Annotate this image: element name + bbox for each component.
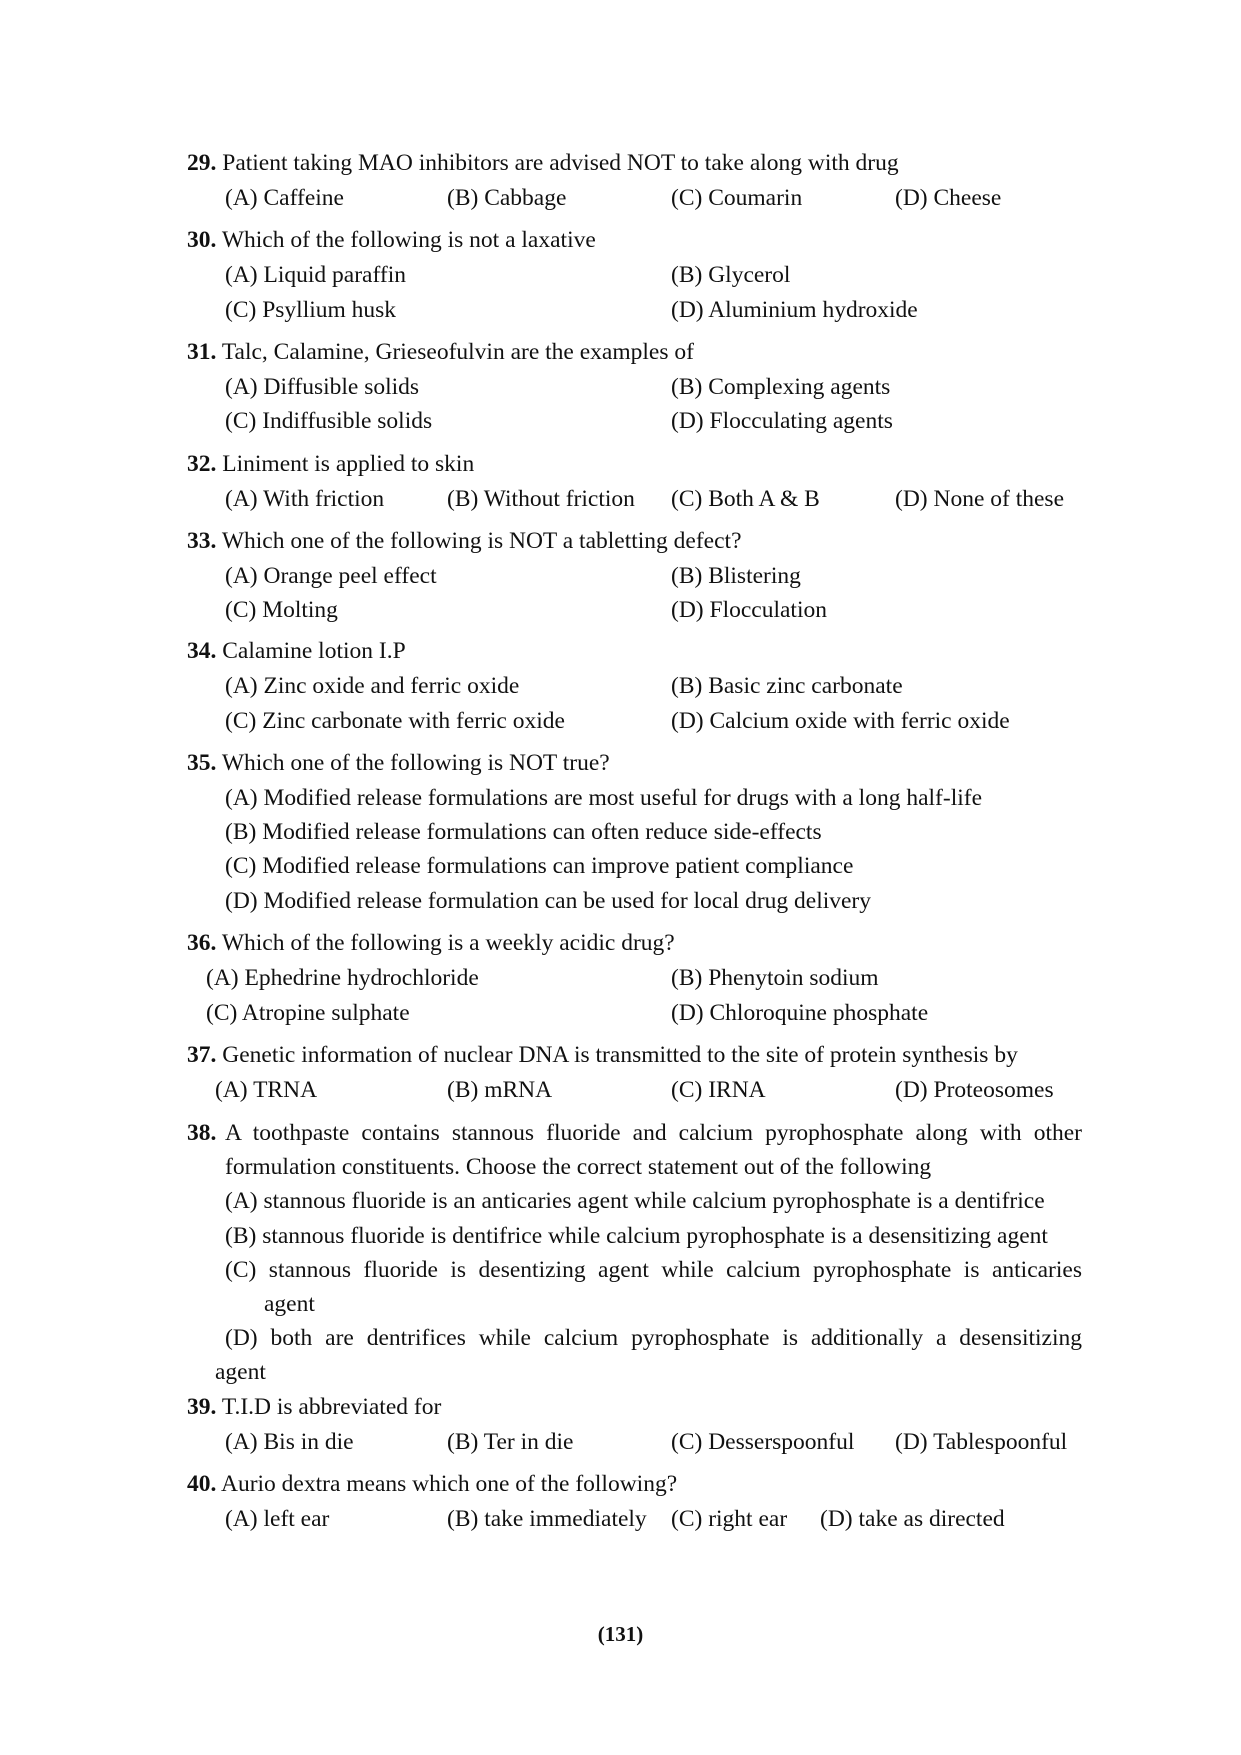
- question-number: 30.: [187, 227, 217, 253]
- option-b: (B) stannous fluoride is dentifrice while calcium pyrophosphate is a desensitizing agent: [225, 1223, 1048, 1249]
- option-c: (C) Molting: [225, 597, 338, 623]
- question-39: [187, 1392, 441, 1422]
- option-a: (A) Zinc oxide and ferric oxide: [225, 673, 520, 699]
- question-text: Which of the following is a weekly acidic drug?: [221, 930, 675, 956]
- question-text: Which one of the following is NOT true?: [221, 750, 610, 776]
- option-b: (B) Blistering: [671, 563, 801, 589]
- option-b: (B) Ter in die: [447, 1429, 574, 1455]
- option-c-continuation: agent: [264, 1291, 315, 1317]
- question-37: [187, 1040, 1018, 1070]
- question-text: T.I.D is abbreviated for: [221, 1394, 442, 1420]
- question-text: Aurio dextra means which one of the following?: [220, 1471, 678, 1497]
- question-text: Calamine lotion I.P: [222, 638, 406, 664]
- option-b: (B) Complexing agents: [671, 374, 891, 400]
- option-b: (B) Cabbage: [447, 185, 567, 211]
- option-a: (A) Ephedrine hydrochloride: [206, 965, 479, 991]
- option-d: (D) Flocculating agents: [671, 408, 893, 434]
- option-c: (C) Psyllium husk: [225, 297, 397, 323]
- question-text: Liniment is applied to skin: [222, 451, 475, 477]
- question-36: [187, 928, 675, 958]
- option-a: (A) Liquid paraffin: [225, 262, 406, 288]
- option-c: (C) right ear: [671, 1506, 788, 1532]
- option-b: (B) take immediately: [447, 1506, 647, 1532]
- question-40: [187, 1469, 677, 1499]
- question-number: 36.: [187, 930, 217, 956]
- question-29: [187, 148, 899, 178]
- option-d: (D) Flocculation: [671, 597, 827, 623]
- option-d: (D) Aluminium hydroxide: [671, 297, 918, 323]
- option-d: (D) take as directed: [820, 1506, 1005, 1532]
- option-b: (B) Basic zinc carbonate: [671, 673, 903, 699]
- option-b: (B) Without friction: [447, 486, 635, 512]
- option-a: (A) TRNA: [215, 1077, 318, 1103]
- option-b: (B) Modified release formulations can often reduce side-effects: [225, 819, 822, 845]
- question-31: [187, 337, 694, 367]
- option-c: (C) Desserspoonful: [671, 1429, 855, 1455]
- question-text: Talc, Calamine, Grieseofulvin are the examples of: [221, 339, 694, 365]
- question-number: 35.: [187, 750, 217, 776]
- option-a: (A) left ear: [225, 1506, 330, 1532]
- question-text: Genetic information of nuclear DNA is transmitted to the site of protein synthesis by: [222, 1042, 1018, 1068]
- option-d: (D) Cheese: [895, 185, 1002, 211]
- question-34: [187, 636, 406, 666]
- option-a: (A) Caffeine: [225, 185, 344, 211]
- option-c: (C) stannous fluoride is desentizing agent while calcium pyrophosphate is anticaries: [225, 1257, 1082, 1283]
- option-c: (C) Indiffusible solids: [225, 408, 433, 434]
- question-text: Which one of the following is NOT a tabletting defect?: [221, 528, 742, 554]
- question-33: [187, 526, 742, 556]
- option-d: (D) Tablespoonful: [895, 1429, 1068, 1455]
- question-38-text-line1: A toothpaste contains stannous fluoride and calcium pyrophosphate along with other: [225, 1120, 1082, 1146]
- question-number: 34.: [187, 638, 217, 664]
- option-a: (A) Orange peel effect: [225, 563, 437, 589]
- question-text: Patient taking MAO inhibitors are advised NOT to take along with drug: [222, 150, 899, 176]
- option-d: (D) Modified release formulation can be used for local drug delivery: [225, 888, 872, 914]
- question-number: 31.: [187, 339, 217, 365]
- option-c: (C) Modified release formulations can improve patient compliance: [225, 853, 854, 879]
- question-35: [187, 748, 610, 778]
- question-number: 39.: [187, 1394, 217, 1420]
- question-38-number: [187, 1118, 216, 1148]
- option-c: (C) Zinc carbonate with ferric oxide: [225, 708, 565, 734]
- option-c: (C) IRNA: [671, 1077, 766, 1103]
- option-d-continuation: agent: [215, 1359, 266, 1385]
- option-d: (D) Calcium oxide with ferric oxide: [671, 708, 1010, 734]
- question-text: Which of the following is not a laxative: [221, 227, 596, 253]
- question-number: 33.: [187, 528, 217, 554]
- option-d: (D) None of these: [895, 486, 1065, 512]
- option-b: (B) mRNA: [447, 1077, 553, 1103]
- page-number: (131): [597, 1622, 644, 1646]
- question-number: 37.: [187, 1042, 217, 1068]
- option-a: (A) Modified release formulations are most useful for drugs with a long half-life: [225, 785, 983, 811]
- option-a: (A) With friction: [225, 486, 385, 512]
- option-a: (A) stannous fluoride is an anticaries agent while calcium pyrophosphate is a dentifrice: [225, 1188, 1045, 1214]
- option-a: (A) Bis in die: [225, 1429, 354, 1455]
- question-number: 40.: [187, 1471, 217, 1497]
- option-d: (D) Proteosomes: [895, 1077, 1054, 1103]
- question-38-text-line2: formulation constituents. Choose the correct statement out of the following: [225, 1154, 932, 1180]
- question-number: 38.: [187, 1120, 217, 1146]
- option-c: (C) Coumarin: [671, 185, 803, 211]
- option-a: (A) Diffusible solids: [225, 374, 420, 400]
- option-d: (D) both are dentrifices while calcium pyrophosphate is additionally a desensitizing: [225, 1325, 1082, 1351]
- option-b: (B) Glycerol: [671, 262, 791, 288]
- option-c: (C) Atropine sulphate: [206, 1000, 410, 1026]
- option-b: (B) Phenytoin sodium: [671, 965, 879, 991]
- question-number: 29.: [187, 150, 217, 176]
- option-d: (D) Chloroquine phosphate: [671, 1000, 929, 1026]
- option-c: (C) Both A & B: [671, 486, 820, 512]
- question-number: 32.: [187, 451, 217, 477]
- question-30: [187, 225, 596, 255]
- question-32: [187, 449, 474, 479]
